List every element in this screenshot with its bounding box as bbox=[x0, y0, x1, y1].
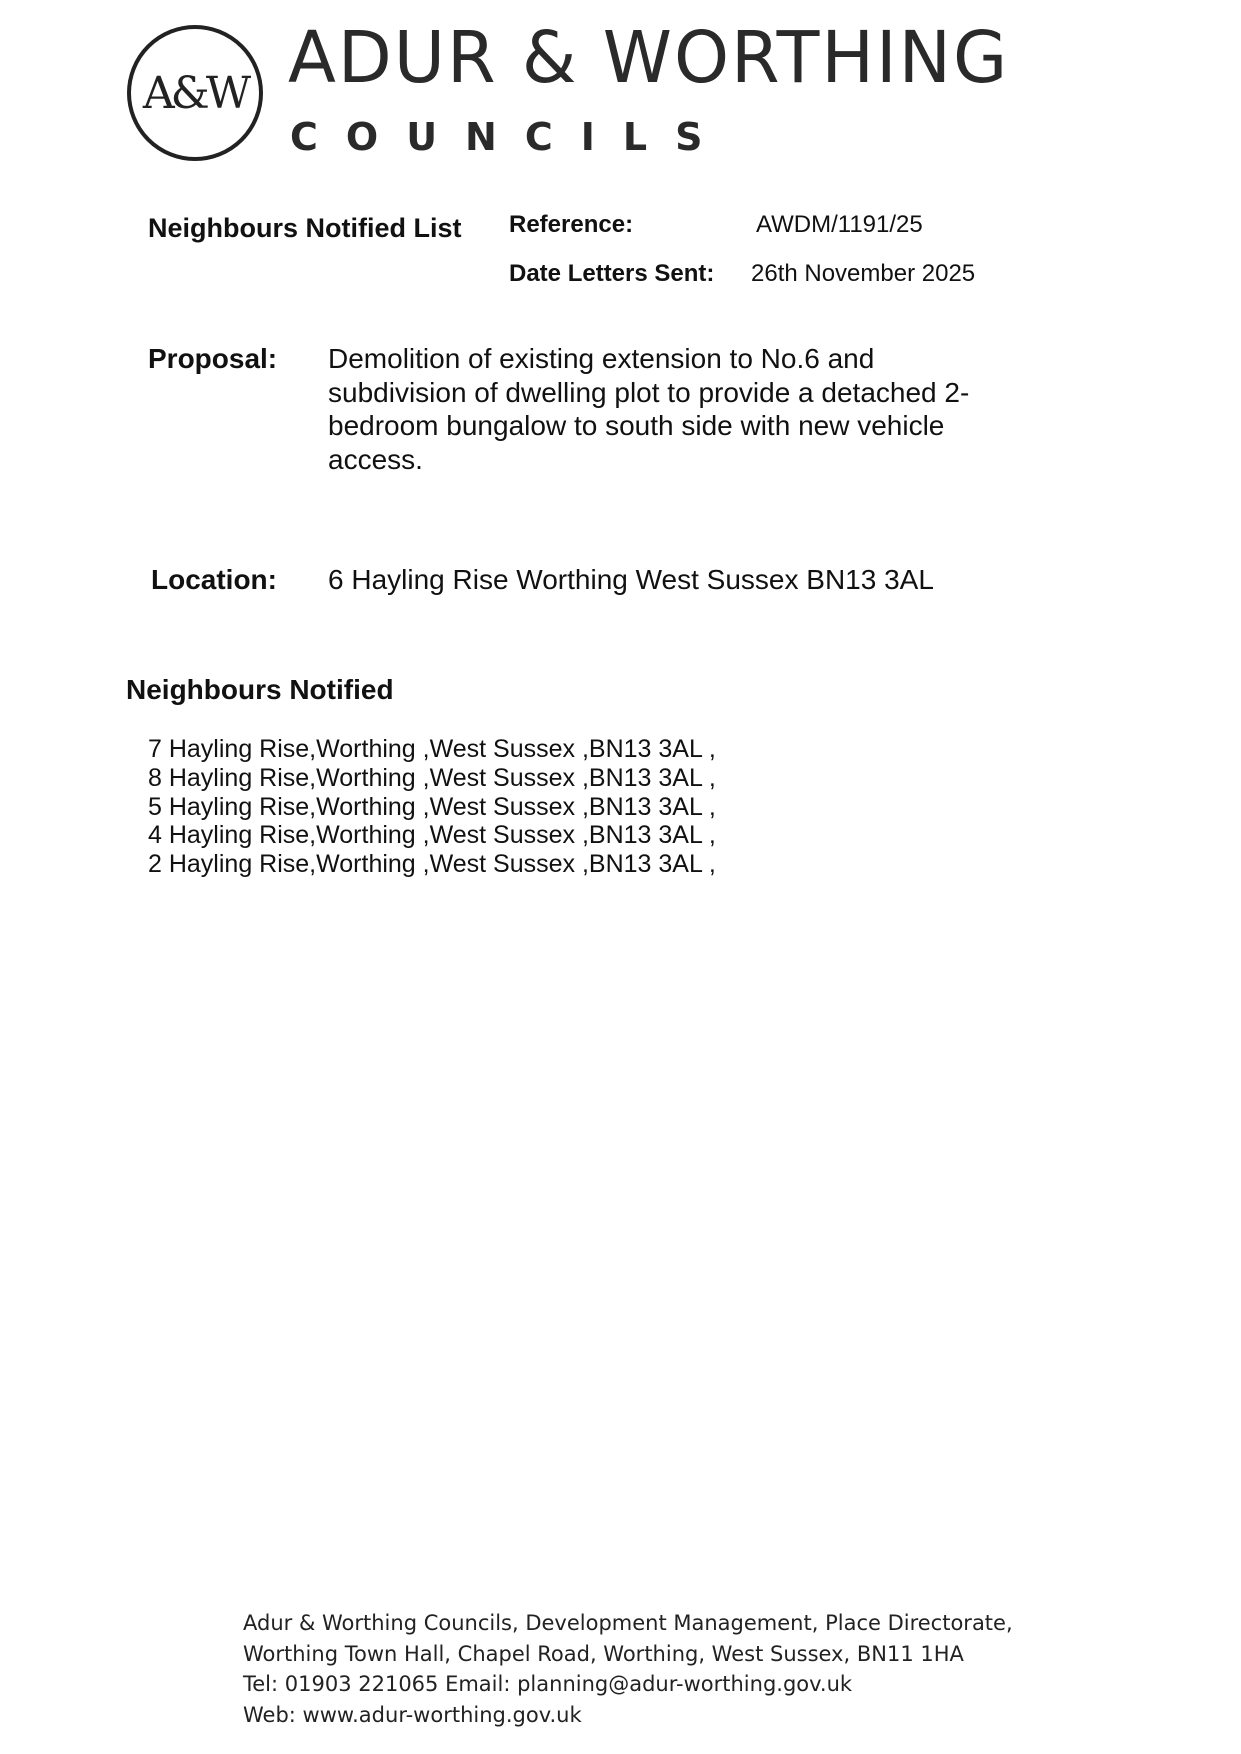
neighbour-address-list bbox=[148, 735, 716, 879]
location-label: Location: bbox=[151, 564, 277, 595]
council-logo-seal bbox=[127, 25, 263, 161]
footer-address-line: Adur & Worthing Councils, Development Management, Place Directorate, bbox=[243, 1611, 1013, 1635]
document-title: Neighbours Notified List bbox=[148, 213, 462, 243]
list-item: 5 Hayling Rise,Worthing ,West Sussex ,BN13 3AL , bbox=[148, 792, 716, 821]
footer-address-line: Worthing Town Hall, Chapel Road, Worthing, West Sussex, BN11 1HA bbox=[243, 1641, 964, 1666]
footer-web-line: Web: www.adur-worthing.gov.uk bbox=[243, 1702, 582, 1727]
reference-value: AWDM/1191/25 bbox=[756, 211, 923, 238]
reference-label: Reference: bbox=[509, 211, 634, 238]
footer-contact-block bbox=[243, 1608, 1013, 1730]
date-letters-sent-label: Date Letters Sent: bbox=[509, 260, 715, 287]
footer-contact-line: Tel: 01903 221065 Email: planning@adur-worthing.gov.uk bbox=[243, 1672, 853, 1696]
list-item: 4 Hayling Rise,Worthing ,West Sussex ,BN13 3AL , bbox=[148, 821, 716, 850]
proposal-label: Proposal: bbox=[148, 343, 278, 374]
proposal-text: Demolition of existing extension to No.6 and subdivision of dwelling plot to provide a detached 2-bedroom bungalow to south side with new vehicle access. bbox=[328, 343, 970, 475]
logo-mark-text: A&W bbox=[142, 67, 248, 119]
date-letters-sent-value: 26th November 2025 bbox=[751, 260, 976, 287]
logo-org-name: ADUR & WORTHING bbox=[288, 15, 1010, 100]
location-value: 6 Hayling Rise Worthing West Sussex BN13 3AL bbox=[328, 564, 934, 595]
neighbours-notified-heading: Neighbours Notified bbox=[126, 674, 394, 705]
list-item: 2 Hayling Rise,Worthing ,West Sussex ,BN13 3AL , bbox=[148, 850, 716, 879]
list-item: 7 Hayling Rise,Worthing ,West Sussex ,BN13 3AL , bbox=[148, 735, 716, 763]
logo-org-subtitle: COUNCILS bbox=[290, 115, 731, 159]
list-item: 8 Hayling Rise,Worthing ,West Sussex ,BN13 3AL , bbox=[148, 763, 716, 792]
